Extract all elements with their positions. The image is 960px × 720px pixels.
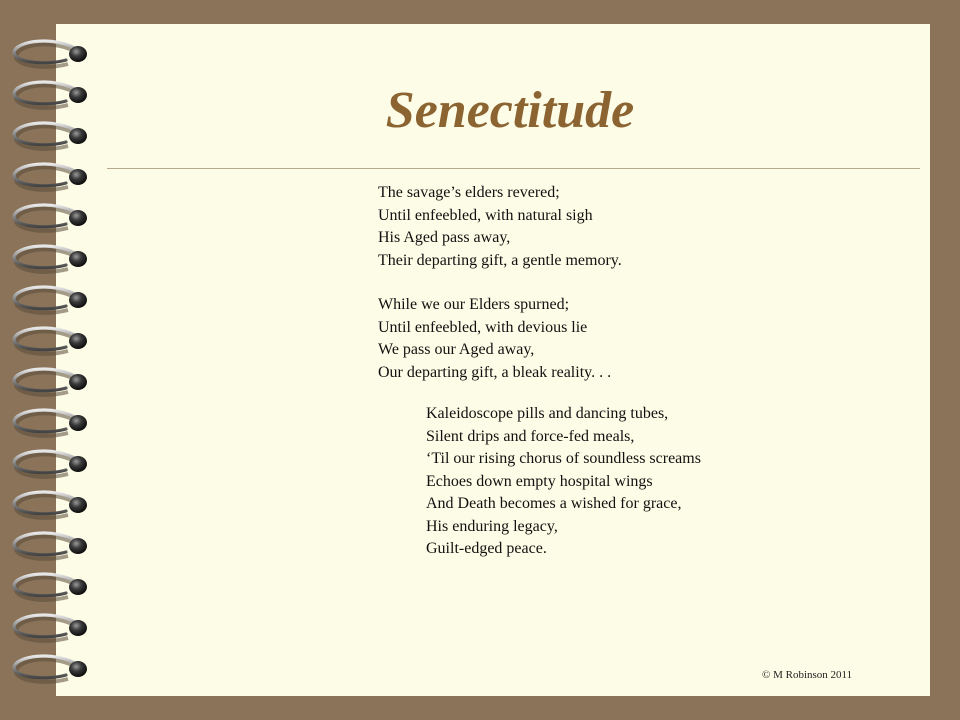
- stanza-2: [378, 294, 611, 384]
- poem-line: The savage’s elders revered;: [378, 184, 560, 201]
- poem-line: Until enfeebled, with devious lie: [378, 318, 588, 336]
- poem-line: And Death becomes a wished for grace,: [426, 495, 682, 512]
- poem-line: His Aged pass away,: [378, 229, 511, 246]
- poem-line: Our departing gift, a bleak reality. . .: [378, 363, 612, 381]
- poem-title: Senectitude: [385, 82, 635, 139]
- poem-line: Silent drips and force-fed meals,: [426, 427, 635, 445]
- poem-line: Their departing gift, a gentle memory.: [378, 251, 622, 269]
- stanza-1: [378, 182, 622, 272]
- title-divider: [107, 168, 920, 169]
- stanza-3: [426, 403, 701, 561]
- copyright-notice: © M Robinson 2011: [762, 669, 853, 681]
- poem-line: ‘Til our rising chorus of soundless screams: [426, 450, 701, 467]
- poem-line: Guilt-edged peace.: [426, 540, 547, 557]
- poem-line: Echoes down empty hospital wings: [426, 472, 653, 490]
- poem-line: His enduring legacy,: [426, 517, 558, 535]
- poem-line: We pass our Aged away,: [378, 341, 535, 358]
- poem-line: While we our Elders spurned;: [378, 296, 570, 313]
- poem-line: Until enfeebled, with natural sigh: [378, 206, 593, 224]
- poem-line: Kaleidoscope pills and dancing tubes,: [426, 405, 669, 422]
